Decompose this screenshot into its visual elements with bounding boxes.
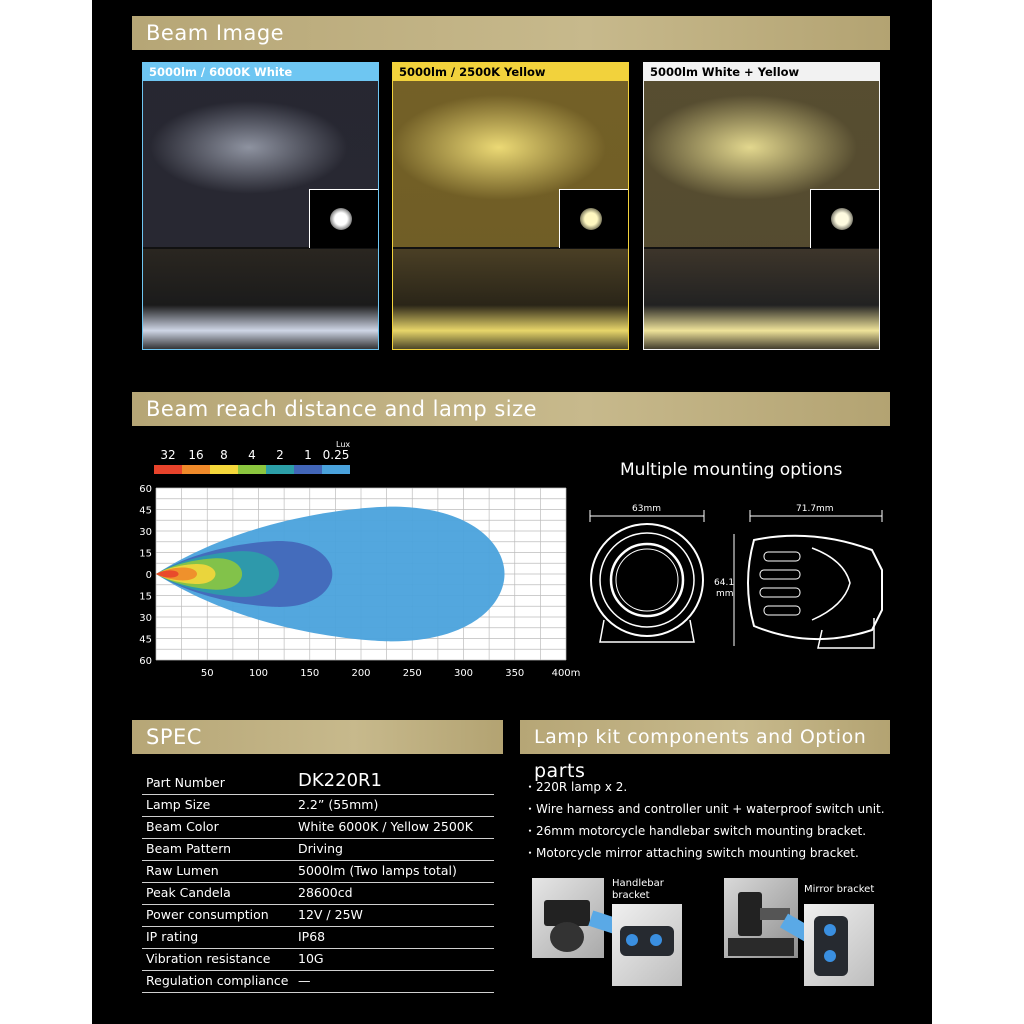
spec-value: Driving bbox=[298, 841, 343, 856]
lux-levels bbox=[154, 448, 354, 464]
lux-level-label: 4 bbox=[248, 448, 256, 462]
dim-width: 63mm bbox=[632, 504, 661, 514]
section-title: Lamp kit components and Option parts bbox=[534, 726, 867, 782]
y-tick-label: 0 bbox=[145, 570, 152, 581]
spec-row bbox=[142, 860, 494, 883]
y-tick-label: 30 bbox=[139, 527, 152, 538]
x-tick-label: 250 bbox=[402, 668, 422, 679]
kit-item: ・220R lamp x 2. bbox=[524, 780, 628, 794]
chart-y-ticks bbox=[139, 484, 152, 667]
beam-photo-label: 5000lm / 6000K White bbox=[143, 63, 378, 81]
beam-photo-side-view bbox=[393, 249, 628, 350]
spec-value: White 6000K / Yellow 2500K bbox=[298, 819, 473, 834]
lux-level-label: 2 bbox=[276, 448, 284, 462]
x-tick-label: 150 bbox=[300, 668, 320, 679]
spec-value: 28600cd bbox=[298, 885, 353, 900]
spec-value: 2.2” (55mm) bbox=[298, 797, 379, 812]
y-tick-label: 45 bbox=[139, 505, 152, 517]
section-title: SPEC bbox=[146, 725, 202, 749]
y-tick-label: 15 bbox=[139, 591, 152, 603]
spec-key: Part Number bbox=[146, 775, 225, 790]
lux-level-swatch bbox=[322, 465, 350, 474]
x-tick-label: 300 bbox=[453, 668, 474, 679]
spec-value: 12V / 25W bbox=[298, 907, 363, 922]
lux-level-swatch bbox=[154, 465, 182, 474]
lux-level-swatch bbox=[210, 465, 238, 474]
spec-value: DK220R1 bbox=[298, 770, 382, 791]
x-tick-label: 200 bbox=[351, 668, 371, 679]
mounting-title: Multiple mounting options bbox=[620, 460, 843, 480]
lux-level-label: 16 bbox=[188, 448, 204, 462]
beam-photo-label: 5000lm White + Yellow bbox=[644, 63, 879, 81]
y-tick-label: 45 bbox=[139, 634, 152, 646]
spec-value: 5000lm (Two lamps total) bbox=[298, 863, 457, 878]
dim-height-value: 64.1 bbox=[714, 578, 735, 588]
dim-height-unit: mm bbox=[716, 589, 734, 599]
spec-key: Beam Color bbox=[146, 819, 219, 834]
x-tick-label: 50 bbox=[200, 668, 214, 679]
lux-level-swatch bbox=[182, 465, 210, 474]
beam-photo-side-view bbox=[644, 249, 879, 350]
mirror-caption: Mirror bracket bbox=[804, 884, 875, 895]
x-tick-label: 100 bbox=[248, 668, 269, 679]
handlebar-caption: bracket bbox=[612, 890, 650, 901]
x-tick-label: 400m bbox=[551, 668, 581, 679]
lux-level-label: 1 bbox=[304, 448, 312, 462]
section-header-beam-image bbox=[132, 16, 890, 50]
spec-key: Peak Candela bbox=[146, 885, 231, 900]
spec-row bbox=[142, 970, 494, 993]
product-sheet bbox=[92, 0, 932, 1024]
spec-row bbox=[142, 772, 494, 795]
chart-x-ticks bbox=[201, 668, 581, 679]
section-header-spec bbox=[132, 720, 503, 754]
lux-legend bbox=[154, 440, 354, 480]
beam-photo-side-view bbox=[143, 249, 378, 350]
beam-reach-chart bbox=[132, 480, 592, 680]
lux-swatches bbox=[154, 465, 354, 474]
mirror-switch-photo bbox=[804, 904, 874, 986]
y-tick-label: 30 bbox=[139, 613, 152, 624]
handlebar-switch-photo bbox=[612, 904, 682, 986]
kit-item: ・26mm motorcycle handlebar switch mounting bracket. bbox=[524, 824, 867, 838]
y-tick-label: 60 bbox=[139, 484, 152, 495]
beam-photo-white bbox=[142, 62, 379, 350]
lux-level-swatch bbox=[294, 465, 322, 474]
section-title: Beam reach distance and lamp size bbox=[146, 397, 538, 421]
lux-level-label: 32 bbox=[160, 448, 176, 462]
spec-key: Power consumption bbox=[146, 907, 269, 922]
dim-depth: 71.7mm bbox=[796, 504, 834, 514]
spec-key: Raw Lumen bbox=[146, 863, 219, 878]
beam-photo-label: 5000lm / 2500K Yellow bbox=[393, 63, 628, 81]
y-tick-label: 15 bbox=[139, 548, 152, 560]
lamp-dimension-drawing bbox=[582, 500, 892, 660]
section-header-kit bbox=[520, 720, 890, 782]
section-title: Beam Image bbox=[146, 21, 285, 45]
lux-level-label: 0.25 bbox=[322, 448, 350, 462]
spec-key: IP rating bbox=[146, 929, 199, 944]
kit-item: ・Wire harness and controller unit + waterproof switch unit. bbox=[524, 802, 885, 816]
spec-row bbox=[142, 838, 494, 861]
lamp-front-view bbox=[590, 510, 734, 646]
spec-row bbox=[142, 816, 494, 839]
spec-key: Lamp Size bbox=[146, 797, 211, 812]
spec-row bbox=[142, 904, 494, 927]
lux-level-swatch bbox=[238, 465, 266, 474]
beam-photo-white-yellow bbox=[643, 62, 880, 350]
spec-key: Regulation compliance bbox=[146, 973, 289, 988]
lux-unit: Lux bbox=[336, 440, 351, 449]
kit-item: ・Motorcycle mirror attaching switch mounting bracket. bbox=[524, 846, 859, 860]
beam-photo-yellow bbox=[392, 62, 629, 350]
handlebar-caption: Handlebar bbox=[612, 878, 664, 889]
spec-row bbox=[142, 948, 494, 971]
spec-key: Beam Pattern bbox=[146, 841, 232, 856]
spec-value: — bbox=[298, 973, 311, 988]
spec-value: IP68 bbox=[298, 929, 326, 944]
lamp-glow-inset bbox=[309, 189, 378, 248]
lamp-side-view bbox=[748, 510, 882, 648]
spec-row bbox=[142, 794, 494, 817]
section-header-beam-reach bbox=[132, 392, 890, 426]
spec-key: Vibration resistance bbox=[146, 951, 271, 966]
lamp-glow-inset bbox=[559, 189, 628, 248]
spec-value: 10G bbox=[298, 951, 324, 966]
y-tick-label: 60 bbox=[139, 656, 152, 667]
spec-row bbox=[142, 882, 494, 905]
lux-level-label: 8 bbox=[220, 448, 228, 462]
lamp-glow-inset bbox=[810, 189, 879, 248]
spec-row bbox=[142, 926, 494, 949]
x-tick-label: 350 bbox=[505, 668, 525, 679]
lux-level-swatch bbox=[266, 465, 294, 474]
